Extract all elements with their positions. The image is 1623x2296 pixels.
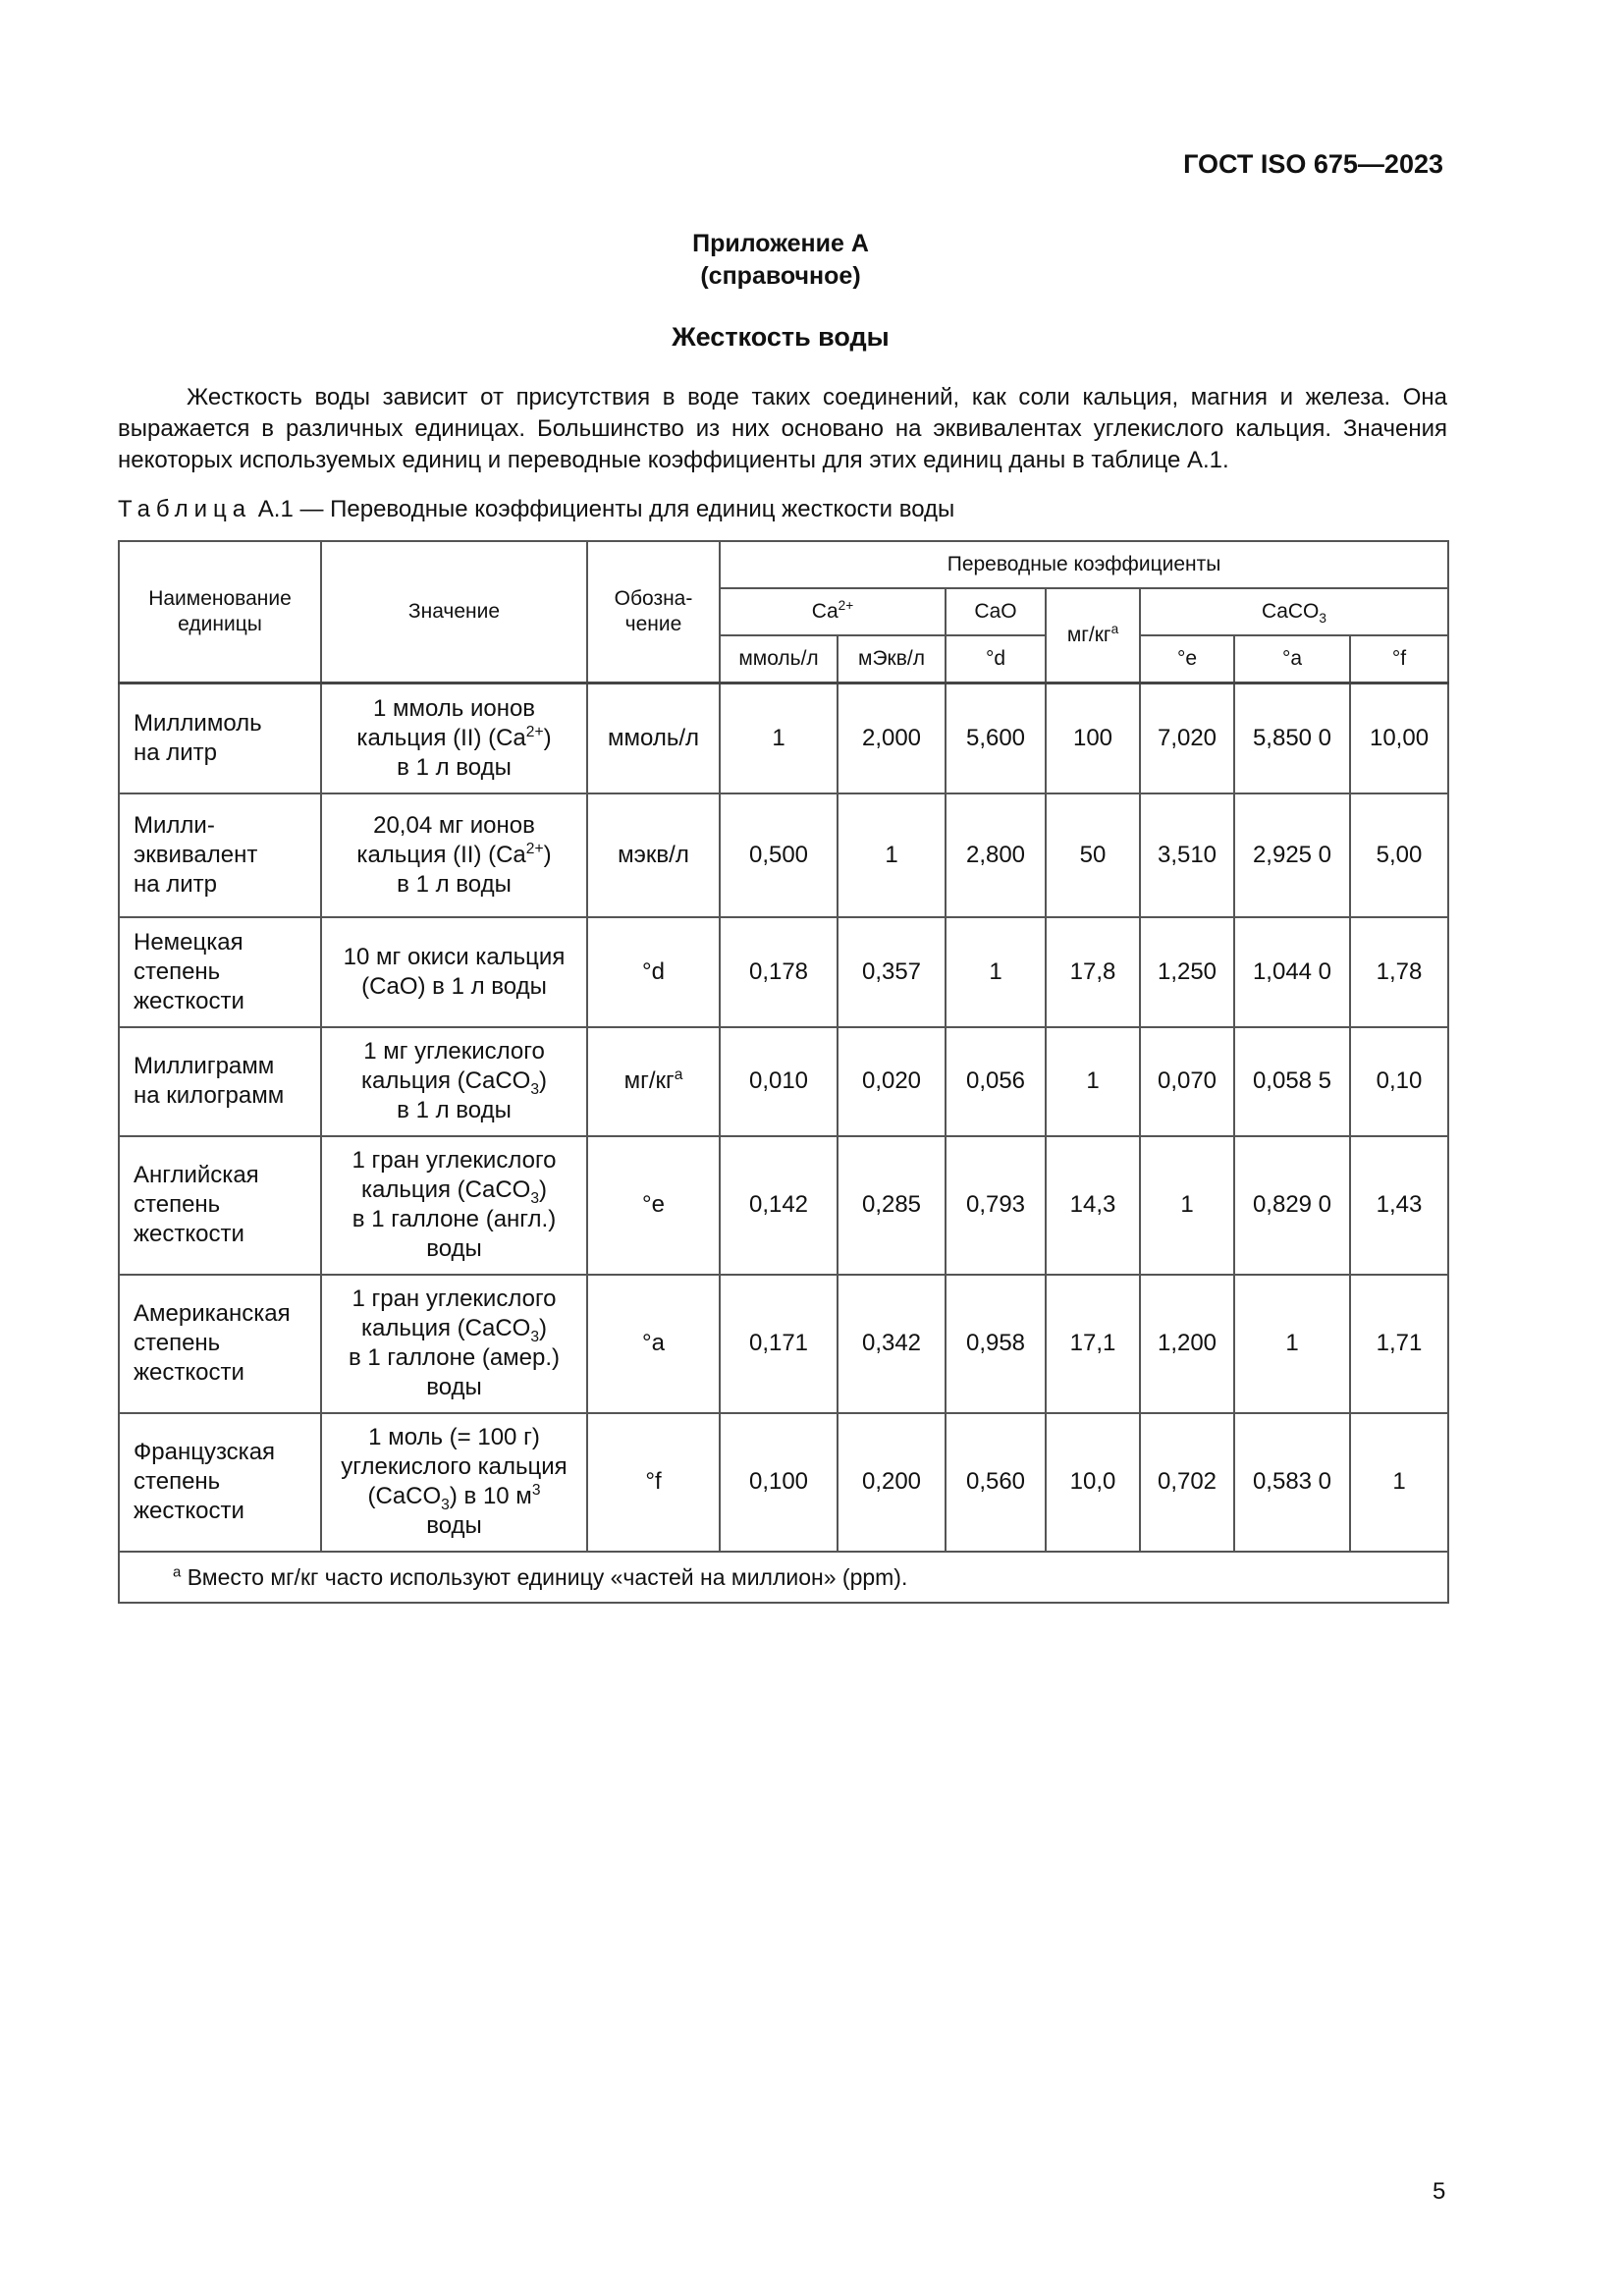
table-row [119,1027,1448,1136]
footnote-mark: a [173,1562,182,1580]
cell-deg-d: 0,793 [946,1136,1046,1275]
intro-paragraph: Жесткость воды зависит от присутствия в воде таких соединений, как соли кальция, магния и железа. Она выражается в различных единицах. Большинство из них основано на эквивалентах углекислого кальция. Значения некоторых используемых единиц и переводные коэффициенты для этих единиц даны в таблице А.1. [118,384,1447,473]
annex-title: Приложение А [692,230,869,257]
table-caption [118,496,954,523]
section-heading: Жесткость воды [672,322,890,352]
header-ca-group [720,588,946,635]
header-unit-name: Наименование единицы [119,541,321,683]
header-conversion-factors: Переводные коэффициенты [720,541,1448,588]
cell-deg-f: 1 [1350,1413,1448,1552]
row-meaning: 1 моль (= 100 г) углекислого кальция (CaCO$_3$) в 10 $м^3$ воды [321,1413,587,1552]
page-number: 5 [1433,2178,1446,2205]
cell-deg-d: 1 [946,917,1046,1027]
cell-deg-a: 0,829 0 [1234,1136,1350,1275]
row-symbol: мэкв/л [587,793,720,917]
cell-deg-f: 1,43 [1350,1136,1448,1275]
table-row [119,793,1448,917]
table-caption-label: Таблица [118,496,252,522]
header-cao-group: CaO [946,588,1046,635]
header-deg-a: °a [1234,635,1350,683]
cell-mgkg: 17,1 [1046,1275,1140,1413]
cell-deg-f: 1,71 [1350,1275,1448,1413]
cell-deg-e: 1 [1140,1136,1234,1275]
header-caco3-sub: 3 [1319,611,1326,627]
row-symbol: °e [587,1136,720,1275]
cell-deg-a: 0,058 5 [1234,1027,1350,1136]
header-caco3-text: CaCO [1262,600,1320,623]
cell-mmol: 0,142 [720,1136,838,1275]
header-mgkg [1046,588,1140,683]
cell-meq: 0,285 [838,1136,946,1275]
header-mgkg-sup: a [1110,622,1119,636]
table-header [119,541,1448,683]
row-meaning: 1 гран углекислого кальция (CaCO$_3$) в 1 галлоне (амер.) воды [321,1275,587,1413]
cell-deg-d: 0,560 [946,1413,1046,1552]
cell-deg-d: 0,056 [946,1027,1046,1136]
cell-meq: 0,200 [838,1413,946,1552]
header-ca-text: Ca [811,600,839,623]
cell-meq: 0,357 [838,917,946,1027]
table-row [119,1413,1448,1552]
row-symbol: ммоль/л [587,683,720,793]
cell-deg-a: 1,044 0 [1234,917,1350,1027]
cell-mgkg: 1 [1046,1027,1140,1136]
header-meaning: Значение [321,541,587,683]
cell-deg-e: 0,702 [1140,1413,1234,1552]
conversion-table [118,540,1449,1604]
table-row [119,917,1448,1027]
cell-mmol: 1 [720,683,838,793]
row-unit-name: Миллиграмм на килограмм [119,1027,321,1136]
cell-deg-e: 3,510 [1140,793,1234,917]
row-meaning: 10 мг окиси кальция (CaO) в 1 л воды [321,917,587,1027]
footnote-text: Вместо мг/кг часто используют единицу «частей на миллион» (ppm). [187,1563,908,1590]
cell-deg-f: 10,00 [1350,683,1448,793]
cell-deg-d: 2,800 [946,793,1046,917]
cell-mgkg: 14,3 [1046,1136,1140,1275]
header-mmol: ммоль/л [720,635,838,683]
cell-meq: 0,020 [838,1027,946,1136]
cell-deg-d: 0,958 [946,1275,1046,1413]
cell-meq: 0,342 [838,1275,946,1413]
table-footnote-row [119,1552,1448,1603]
row-symbol: °d [587,917,720,1027]
row-unit-name: Немецкая степень жесткости [119,917,321,1027]
cell-mmol: 0,010 [720,1027,838,1136]
cell-deg-e: 1,200 [1140,1275,1234,1413]
cell-deg-f: 5,00 [1350,793,1448,917]
cell-deg-a: 0,583 0 [1234,1413,1350,1552]
cell-deg-a: 2,925 0 [1234,793,1350,917]
row-meaning: 20,04 мг ионов кальция (II) $(Ca^{2+})$ в 1 л воды [321,793,587,917]
cell-deg-e: 7,020 [1140,683,1234,793]
cell-mmol: 0,100 [720,1413,838,1552]
row-unit-name: Английская степень жесткости [119,1136,321,1275]
table-footnote [119,1552,1448,1603]
row-meaning: 1 гран углекислого кальция (CaCO$_3$) в 1 галлоне (англ.) воды [321,1136,587,1275]
cell-deg-a: 1 [1234,1275,1350,1413]
table-row [119,1136,1448,1275]
row-unit-name: Миллимоль на литр [119,683,321,793]
cell-mmol: 0,500 [720,793,838,917]
row-unit-name: Французская степень жесткости [119,1413,321,1552]
row-symbol: °a [587,1275,720,1413]
table-row [119,683,1448,793]
cell-meq: 1 [838,793,946,917]
header-deg-e: °e [1140,635,1234,683]
header-mgkg-text: мг/кг [1066,624,1111,646]
header-meq: мЭкв/л [838,635,946,683]
row-unit-name: Милли- эквивалент на литр [119,793,321,917]
table-caption-text: А.1 — Переводные коэффициенты для единиц жесткости воды [257,496,955,522]
cell-deg-e: 1,250 [1140,917,1234,1027]
standard-id: ГОСТ ISO 675—2023 [1183,149,1443,179]
cell-meq: 2,000 [838,683,946,793]
header-symbol: Обозна-чение [587,541,720,683]
cell-mgkg: 50 [1046,793,1140,917]
row-unit-name: Американская степень жесткости [119,1275,321,1413]
header-caco3-group [1140,588,1448,635]
cell-mgkg: 17,8 [1046,917,1140,1027]
annex-type: (справочное) [700,262,861,290]
cell-deg-d: 5,600 [946,683,1046,793]
cell-mgkg: 10,0 [1046,1413,1140,1552]
header-ca-sup: 2+ [838,598,854,613]
table-row [119,1275,1448,1413]
row-meaning: 1 ммоль ионов кальция (II) $(Ca^{2+})$ в 1 л воды [321,683,587,793]
row-meaning: 1 мг углекислого кальция (CaCO$_3$) в 1 л воды [321,1027,587,1136]
annex-block [0,228,1561,293]
row-symbol: °f [587,1413,720,1552]
cell-deg-a: 5,850 0 [1234,683,1350,793]
row-symbol: $мг/кг^a$ [587,1027,720,1136]
header-deg-d: °d [946,635,1046,683]
cell-mmol: 0,171 [720,1275,838,1413]
cell-deg-f: 1,78 [1350,917,1448,1027]
cell-mgkg: 100 [1046,683,1140,793]
cell-mmol: 0,178 [720,917,838,1027]
cell-deg-e: 0,070 [1140,1027,1234,1136]
header-deg-f: °f [1350,635,1448,683]
cell-deg-f: 0,10 [1350,1027,1448,1136]
